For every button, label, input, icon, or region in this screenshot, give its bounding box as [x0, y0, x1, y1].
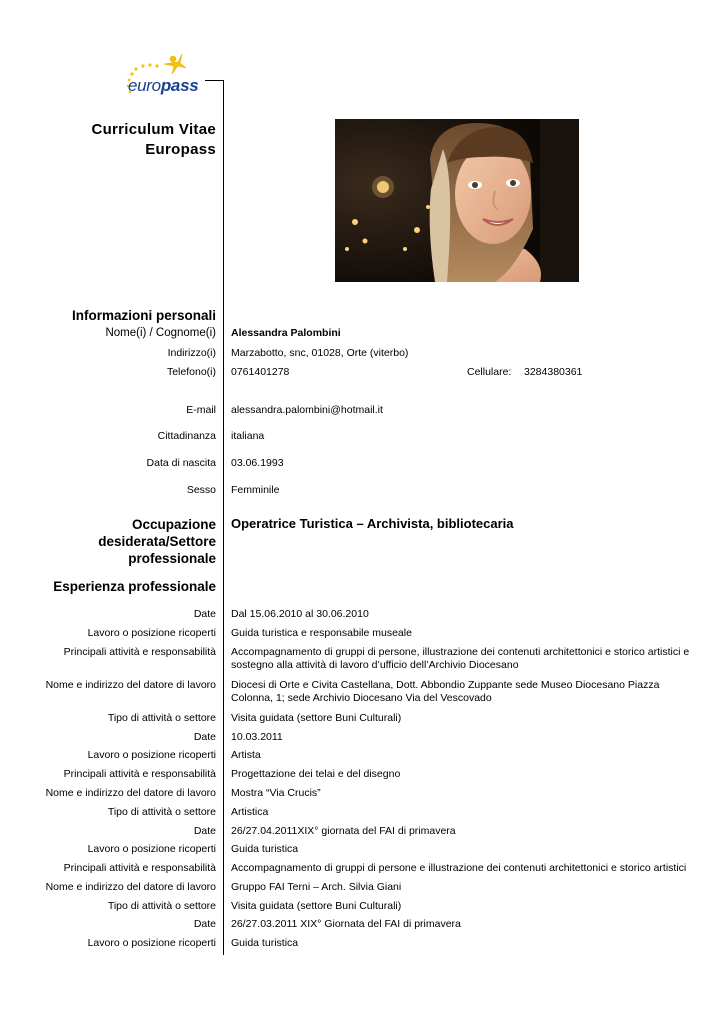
email-label: E-mail [186, 404, 216, 416]
experience-value: Guida turistica e responsabile museale [231, 627, 412, 639]
experience-label: Lavoro o posizione ricoperti [87, 937, 216, 949]
experience-label: Nome e indirizzo del datore di lavoro [45, 881, 216, 893]
experience-label: Tipo di attività o settore [107, 712, 216, 724]
birthdate-label: Data di nascita [146, 457, 216, 469]
header-rule [205, 80, 224, 81]
experience-label: Tipo di attività o settore [107, 900, 216, 912]
experience-value: Artistica [231, 806, 269, 818]
experience-label: Lavoro o posizione ricoperti [87, 627, 216, 639]
experience-value: Accompagnamento di gruppi di persone e illustrazione dei contenuti architettonici e storico artistici [231, 862, 687, 874]
experience-label: Tipo di attività o settore [107, 806, 216, 818]
section-experience: Esperienza professionale [53, 579, 216, 594]
experience-value: Visita guidata (settore Buni Culturali) [231, 900, 402, 912]
experience-label: Date [193, 608, 216, 620]
address-label: Indirizzo(i) [167, 347, 216, 359]
experience-value: Artista [231, 749, 261, 761]
experience-label: Principali attività e responsabilità [63, 862, 216, 874]
experience-label: Principali attività e responsabilità [63, 646, 216, 658]
citizenship-label: Cittadinanza [157, 430, 216, 442]
experience-value: Progettazione dei telai e del disegno [231, 768, 401, 780]
experience-label: Date [193, 731, 216, 743]
europass-wordmark: europass [128, 76, 199, 95]
citizenship-value: italiana [231, 430, 265, 442]
experience-value: Visita guidata (settore Buni Culturali) [231, 712, 402, 724]
experience-value: Gruppo FAI Terni – Arch. Silvia Giani [231, 881, 402, 893]
experience-label: Nome e indirizzo del datore di lavoro [45, 679, 216, 691]
experience-value: Accompagnamento di gruppi di persone, illustrazione dei contenuti architettonici e storico artistici e sostegno alla attività di lavoro d’ufficio dell’Archivio Diocesano [231, 646, 690, 671]
experience-label: Date [193, 825, 216, 837]
experience-label: Principali attività e responsabilità [63, 768, 216, 780]
profile-photo [335, 119, 579, 282]
experience-value: 26/27.03.2011 XIX° Giornata del FAI di primavera [231, 918, 461, 930]
birthdate-value: 03.06.1993 [231, 457, 284, 469]
occupation-value: Operatrice Turistica – Archivista, bibliotecaria [231, 516, 514, 531]
name-value: Alessandra Palombini [231, 327, 341, 339]
phone-value: 0761401278 [231, 366, 290, 378]
column-divider [223, 80, 224, 955]
experience-value: Guida turistica [231, 843, 299, 855]
section-personal-info: Informazioni personali [71, 308, 216, 323]
experience-value: Diocesi di Orte e Civita Castellana, Dott. Abbondio Zuppante sede Museo Diocesano Piazza Colonna, 1; sede Archivio Diocesano Via del Vescovado [231, 679, 660, 704]
name-label: Nome(i) / Cognome(i) [105, 327, 216, 339]
experience-label: Date [193, 918, 216, 930]
mobile-value: 3284380361 [524, 366, 583, 378]
experience-value: Mostra “Via Crucis” [231, 787, 321, 799]
europass-logo [120, 50, 220, 100]
experience-label: Lavoro o posizione ricoperti [87, 749, 216, 761]
email-value[interactable]: alessandra.palombini@hotmail.it [231, 404, 383, 416]
experience-label: Nome e indirizzo del datore di lavoro [45, 787, 216, 799]
sex-label: Sesso [186, 484, 216, 496]
experience-value: 26/27.04.2011XIX° giornata del FAI di primavera [231, 825, 456, 837]
experience-value: Dal 15.06.2010 al 30.06.2010 [231, 608, 369, 620]
experience-label: Lavoro o posizione ricoperti [87, 843, 216, 855]
mobile-label: Cellulare: [467, 366, 512, 378]
experience-value: 10.03.2011 [231, 731, 283, 743]
section-occupation: Occupazione desiderata/Settore professionale [98, 517, 216, 566]
cv-title: Curriculum Vitae Europass [91, 121, 216, 158]
address-value: Marzabotto, snc, 01028, Orte (viterbo) [231, 347, 409, 359]
sex-value: Femminile [231, 484, 280, 496]
phone-label: Telefono(i) [166, 366, 216, 378]
experience-value: Guida turistica [231, 937, 299, 949]
